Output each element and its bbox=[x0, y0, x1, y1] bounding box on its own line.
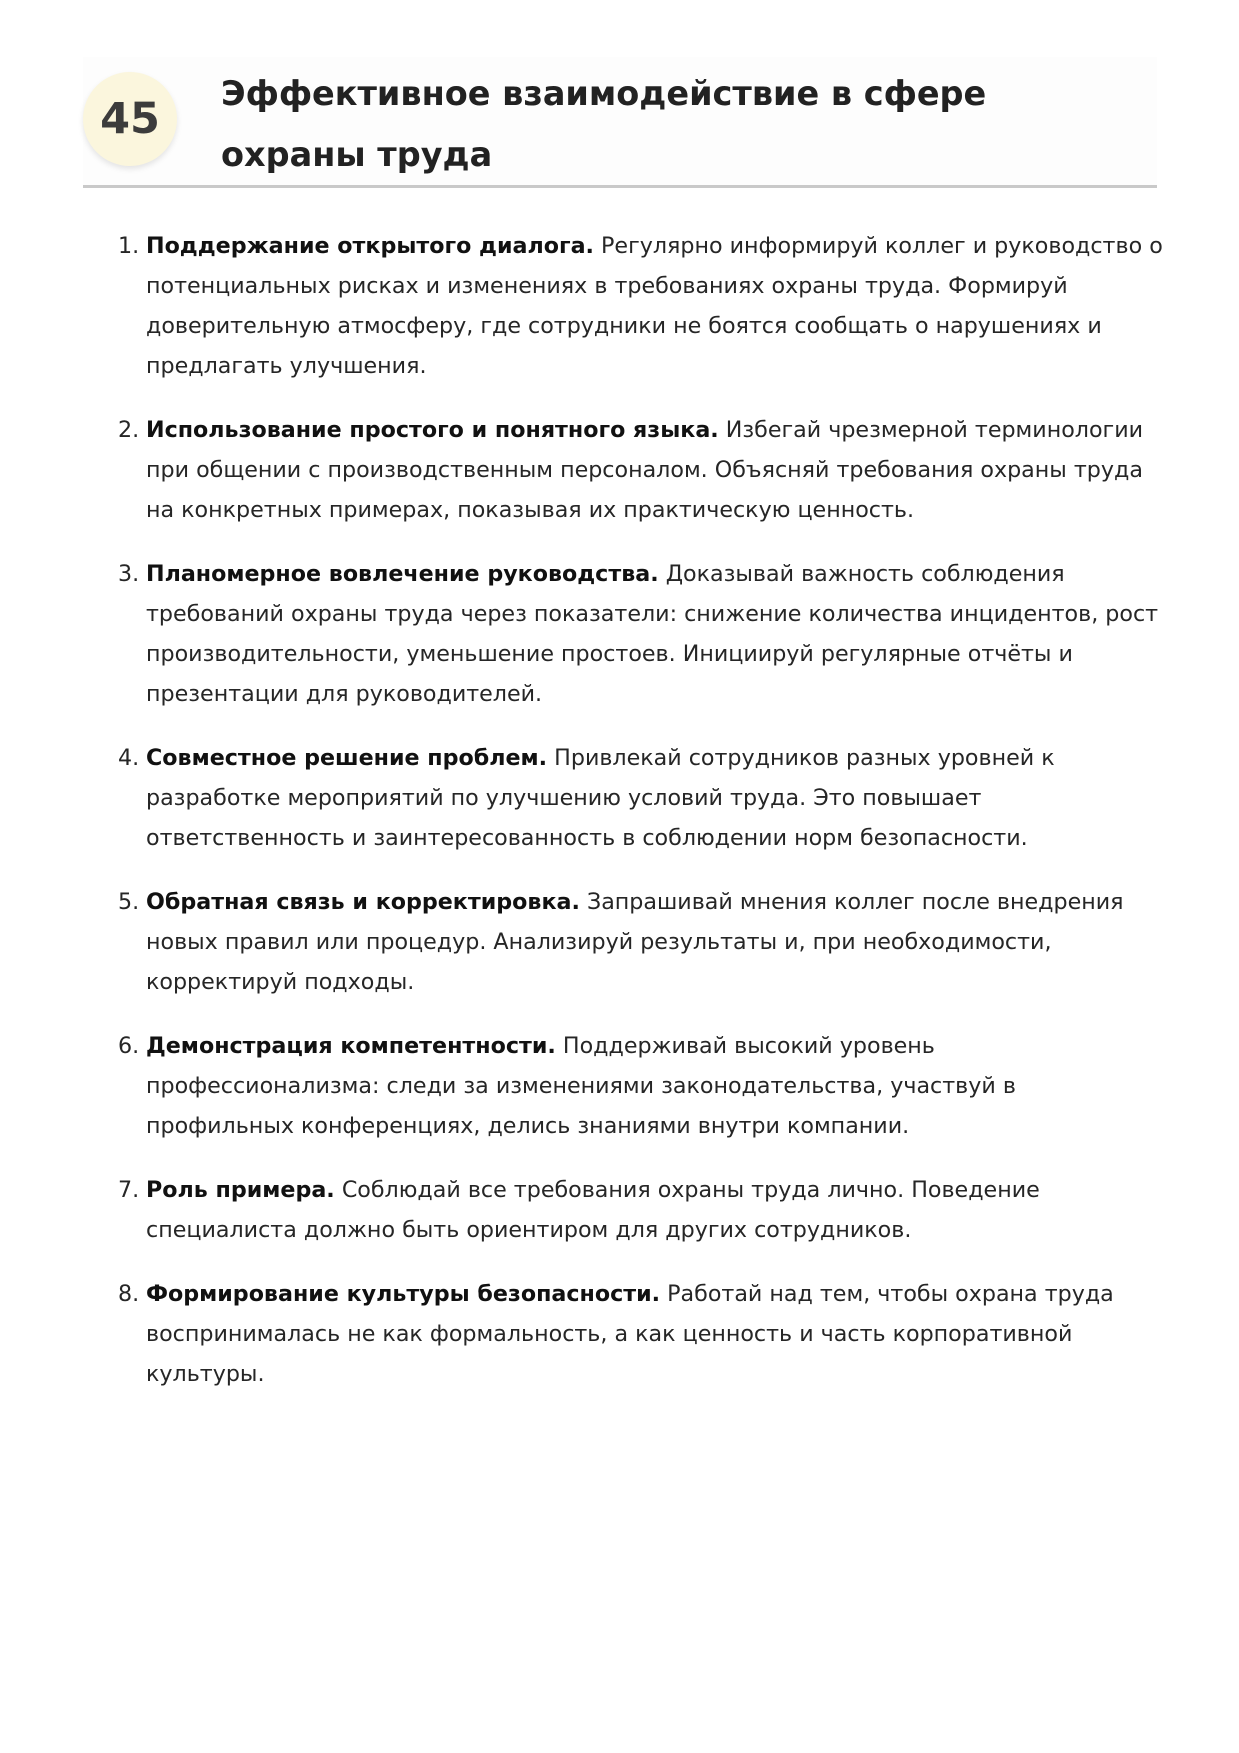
list-item-text: Соблюдай все требования охраны труда лично. Поведение специалиста должно быть ориентиром для других сотрудников. bbox=[146, 1177, 1040, 1243]
list-item bbox=[105, 1274, 1165, 1394]
list-item-heading: Поддержание открытого диалога. bbox=[146, 233, 594, 259]
list-item-heading: Демонстрация компетентности. bbox=[146, 1033, 556, 1059]
list-item-text: Привлекай сотрудников разных уровней к разработке мероприятий по улучшению условий труда. Это повышает ответственность и заинтересованность в соблюдении норм безопасности. bbox=[146, 745, 1055, 851]
list-item-number: 1. bbox=[118, 233, 140, 259]
list-item bbox=[105, 738, 1165, 858]
list-item bbox=[105, 554, 1165, 714]
list-item-number: 6. bbox=[118, 1033, 140, 1059]
page-title: Эффективное взаимодействие в сфере охраны труда bbox=[221, 74, 987, 174]
list-item-number: 4. bbox=[118, 745, 140, 771]
page-header bbox=[83, 57, 1157, 188]
list-item-text: Запрашивай мнения коллег после внедрения новых правил или процедур. Анализируй результаты и, при необходимости, корректируй подходы. bbox=[146, 889, 1124, 995]
list-item-text: Регулярно информируй коллег и руководство о потенциальных рисках и изменениях в требованиях охраны труда. Формируй доверительную атмосферу, где сотрудники не боятся сообщать о нарушениях и предлагать улучшения. bbox=[146, 233, 1163, 379]
list-item-number: 8. bbox=[118, 1281, 140, 1307]
list-item-heading: Совместное решение проблем. bbox=[146, 745, 548, 771]
list-item-text: Доказывай важность соблюдения требований охраны труда через показатели: снижение количества инцидентов, рост производительности, уменьшение простоев. Инициируй регулярные отчёты и презентации для руководителей. bbox=[146, 561, 1159, 707]
page-number-badge: 45 bbox=[83, 72, 177, 166]
list-item-text: Избегай чрезмерной терминологии при общении с производственным персоналом. Объясняй требования охраны труда на конкретных примерах, показывая их практическую ценность. bbox=[146, 417, 1144, 523]
list-item-heading: Роль примера. bbox=[146, 1177, 335, 1203]
list-item-text: Работай над тем, чтобы охрана труда воспринималась не как формальность, а как ценность и часть корпоративной культуры. bbox=[146, 1281, 1114, 1387]
list-item-number: 7. bbox=[118, 1177, 140, 1203]
list-item bbox=[105, 1026, 1165, 1146]
list-item bbox=[105, 410, 1165, 530]
list-item bbox=[105, 882, 1165, 1002]
list-item-heading: Использование простого и понятного языка. bbox=[146, 417, 719, 443]
list-item-heading: Формирование культуры безопасности. bbox=[146, 1281, 661, 1307]
list-item-heading: Планомерное вовлечение руководства. bbox=[146, 561, 659, 587]
list-item bbox=[105, 1170, 1165, 1250]
list-item-text: Поддерживай высокий уровень профессионализма: следи за изменениями законодательства, участвуй в профильных конференциях, делись знаниями внутри компании. bbox=[146, 1033, 1016, 1139]
list-item-number: 3. bbox=[118, 561, 140, 587]
list-item-number: 5. bbox=[118, 889, 140, 915]
list-item-heading: Обратная связь и корректировка. bbox=[146, 889, 580, 915]
list-item bbox=[105, 226, 1165, 386]
numbered-list bbox=[105, 226, 1165, 1418]
list-item-number: 2. bbox=[118, 417, 140, 443]
